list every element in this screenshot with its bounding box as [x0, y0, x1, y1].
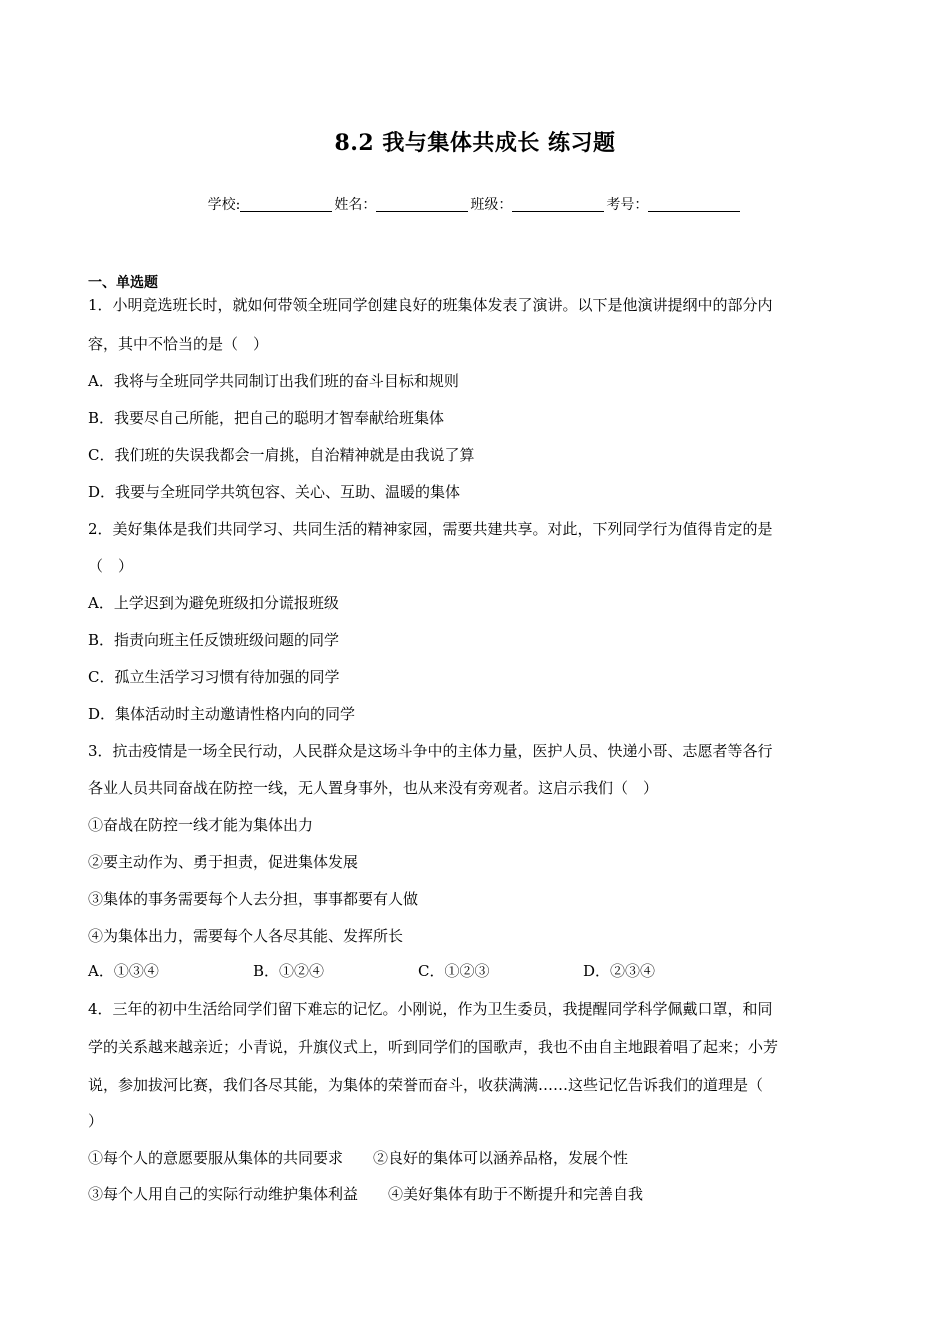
- student-info-line: [0, 194, 950, 214]
- question-3-statement-1: ①奋战在防控一线才能为集体出力: [88, 816, 314, 834]
- question-2-option-b: B．指责向班主任反馈班级问题的同学: [88, 631, 340, 649]
- question-1-option-d: D．我要与全班同学共筑包容、关心、互助、温暖的集体: [88, 483, 461, 501]
- question-4-line-1: 4．三年的初中生活给同学们留下难忘的记忆。小刚说，作为卫生委员，我提醒同学科学佩戴口罩，和同: [88, 1000, 773, 1018]
- section-heading: 一、单选题: [88, 275, 158, 291]
- question-2-option-a: A．上学迟到为避免班级扣分谎报班级: [88, 594, 339, 612]
- school-blank[interactable]: [240, 197, 332, 212]
- question-4-line-3: 说，参加拔河比赛，我们各尽其能，为集体的荣誉而奋斗，收获满满……这些记忆告诉我们的道理是（: [88, 1076, 764, 1094]
- question-3-option-a: A．①③④: [88, 962, 159, 980]
- question-1-line-2: 容，其中不恰当的是（ ）: [88, 335, 269, 353]
- question-2-line-1: 2．美好集体是我们共同学习、共同生活的精神家园，需要共建共享。对此，下列同学行为值得肯定的是: [88, 520, 773, 538]
- question-3-option-b: B．①②④: [253, 962, 325, 980]
- exam-no-blank[interactable]: [648, 197, 740, 212]
- question-4-line-4: ）: [88, 1112, 104, 1130]
- question-3-statement-4: ④为集体出力，需要每个人各尽其能、发挥所长: [88, 927, 404, 945]
- school-label: 学校:: [207, 197, 241, 213]
- question-1-line-1: 1．小明竞选班长时，就如何带领全班同学创建良好的班集体发表了演讲。以下是他演讲提纲中的部分内: [88, 296, 773, 314]
- exam-no-label: 考号：: [606, 197, 649, 213]
- question-3-option-d: D．②③④: [583, 962, 656, 980]
- question-1-option-b: B．我要尽自己所能，把自己的聪明才智奉献给班集体: [88, 409, 445, 427]
- name-blank[interactable]: [376, 197, 468, 212]
- question-3-line-2: 各业人员共同奋战在防控一线，无人置身事外，也从来没有旁观者。这启示我们（ ）: [88, 779, 659, 797]
- question-2-option-d: D．集体活动时主动邀请性格内向的同学: [88, 705, 356, 723]
- question-1-option-a: A．我将与全班同学共同制订出我们班的奋斗目标和规则: [88, 372, 459, 390]
- question-4-statements-row-1: ①每个人的意愿要服从集体的共同要求 ②良好的集体可以涵养品格，发展个性: [88, 1149, 629, 1167]
- question-3-line-1: 3．抗击疫情是一场全民行动，人民群众是这场斗争中的主体力量，医护人员、快递小哥、志愿者等各行: [88, 742, 773, 760]
- question-1-option-c: C．我们班的失误我都会一肩挑，自治精神就是由我说了算: [88, 446, 475, 464]
- question-3-option-c: C．①②③: [418, 962, 490, 980]
- question-2-option-c: C．孤立生活学习习惯有待加强的同学: [88, 668, 340, 686]
- question-4-line-2: 学的关系越来越亲近；小青说，升旗仪式上，听到同学们的国歌声，我也不由自主地跟着唱了起来；小芳: [88, 1038, 779, 1056]
- name-label: 姓名：: [334, 197, 377, 213]
- question-4-statements-row-2: ③每个人用自己的实际行动维护集体利益 ④美好集体有助于不断提升和完善自我: [88, 1185, 644, 1203]
- question-3-statement-3: ③集体的事务需要每个人去分担，事事都要有人做: [88, 890, 419, 908]
- class-label: 班级：: [470, 197, 513, 213]
- page-title: 8.2 我与集体共成长 练习题: [334, 130, 616, 156]
- class-blank[interactable]: [512, 197, 604, 212]
- question-3-statement-2: ②要主动作为、勇于担责，促进集体发展: [88, 853, 359, 871]
- question-2-line-2: （ ）: [88, 557, 134, 575]
